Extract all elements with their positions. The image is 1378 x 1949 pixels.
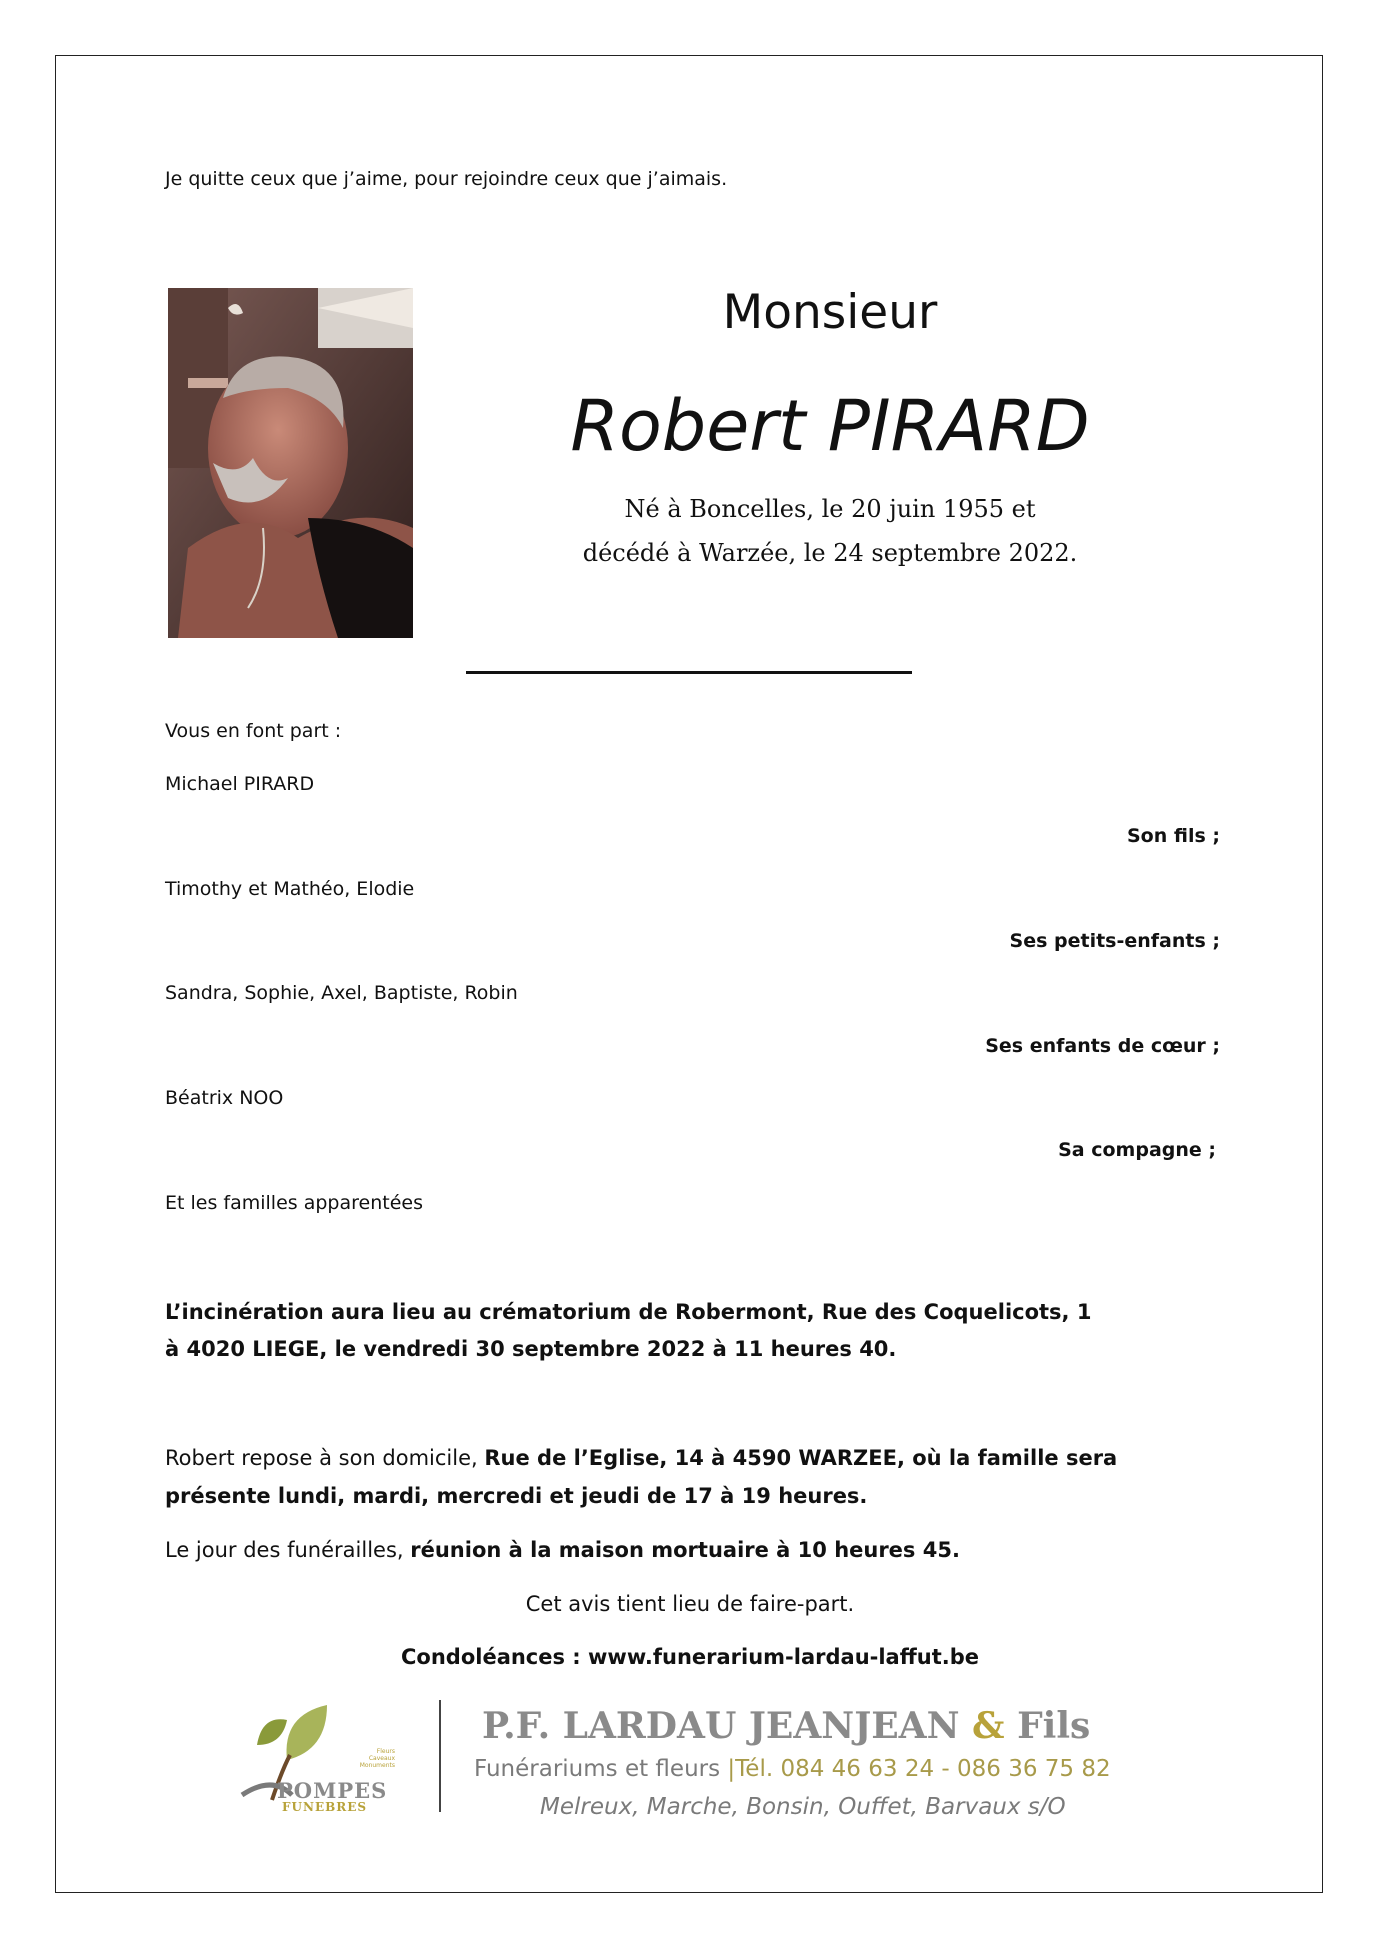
logo-word-2: FUNEBRES — [282, 1800, 368, 1814]
deceased-name: Robert PIRARD — [570, 385, 1090, 467]
family-names-3: Sandra, Sophie, Axel, Baptiste, Robin — [165, 982, 518, 1004]
quote: Je quitte ceux que j’aime, pour rejoindre ceux que j’aimais. — [165, 168, 728, 190]
repose-line-1 — [165, 1446, 1117, 1470]
divider-rule — [466, 671, 912, 674]
company-locations: Melreux, Marche, Bonsin, Ouffet, Barvaux s/O — [540, 1794, 1066, 1820]
repose-prefix: Robert repose à son domicile, — [165, 1446, 485, 1470]
funeral-day-line — [165, 1538, 960, 1562]
death-line: décédé à Warzée, le 24 septembre 2022. — [582, 539, 1078, 567]
family-relation-2: Ses petits-enfants ; — [1009, 930, 1220, 952]
logo-small-3: Monuments — [359, 1762, 395, 1769]
condolences-line: Condoléances : www.funerarium-lardau-laffut.be — [401, 1645, 979, 1669]
company-name-suffix: Fils — [1004, 1705, 1091, 1747]
family-names-2: Timothy et Mathéo, Elodie — [165, 878, 415, 900]
company-name — [482, 1705, 1090, 1747]
portrait-photo — [168, 288, 413, 638]
funeral-logo — [232, 1700, 432, 1820]
logo-word-1: POMPES — [277, 1778, 388, 1803]
company-services-text: Funérariums et fleurs — [474, 1756, 728, 1782]
logo-small-1: Fleurs — [376, 1748, 395, 1755]
company-phone: |Tél. 084 46 63 24 - 086 36 75 82 — [727, 1756, 1111, 1782]
footer-divider — [439, 1700, 441, 1812]
repose-line-2: présente lundi, mardi, mercredi et jeudi de 17 à 19 heures. — [165, 1484, 868, 1508]
families-line: Et les familles apparentées — [165, 1192, 423, 1214]
birth-line: Né à Boncelles, le 20 juin 1955 et — [624, 495, 1036, 523]
company-ampersand: & — [972, 1705, 1005, 1747]
cremation-line-2: à 4020 LIEGE, le vendredi 30 septembre 2022 à 11 heures 40. — [165, 1337, 897, 1361]
family-names-1: Michael PIRARD — [165, 773, 315, 795]
company-services — [474, 1756, 1111, 1782]
family-names-4: Béatrix NOO — [165, 1087, 284, 1109]
announcement-intro: Vous en font part : — [165, 720, 342, 742]
notice-line: Cet avis tient lieu de faire-part. — [525, 1592, 855, 1616]
salutation: Monsieur — [722, 285, 938, 340]
cremation-line-1: L’incinération aura lieu au crématorium de Robermont, Rue des Coquelicots, 1 — [165, 1300, 1092, 1324]
company-name-prefix: P.F. LARDAU JEANJEAN — [482, 1705, 973, 1747]
funeral-day-prefix: Le jour des funérailles, — [165, 1538, 411, 1562]
logo-small-2: Caveaux — [368, 1755, 395, 1762]
funeral-day-meeting: réunion à la maison mortuaire à 10 heures 45. — [410, 1538, 960, 1562]
family-relation-4: Sa compagne ; — [1058, 1139, 1216, 1161]
family-relation-1: Son fils ; — [1127, 825, 1220, 847]
family-relation-3: Ses enfants de cœur ; — [985, 1035, 1220, 1057]
repose-address: Rue de l’Eglise, 14 à 4590 WARZEE, où la famille sera — [484, 1446, 1118, 1470]
